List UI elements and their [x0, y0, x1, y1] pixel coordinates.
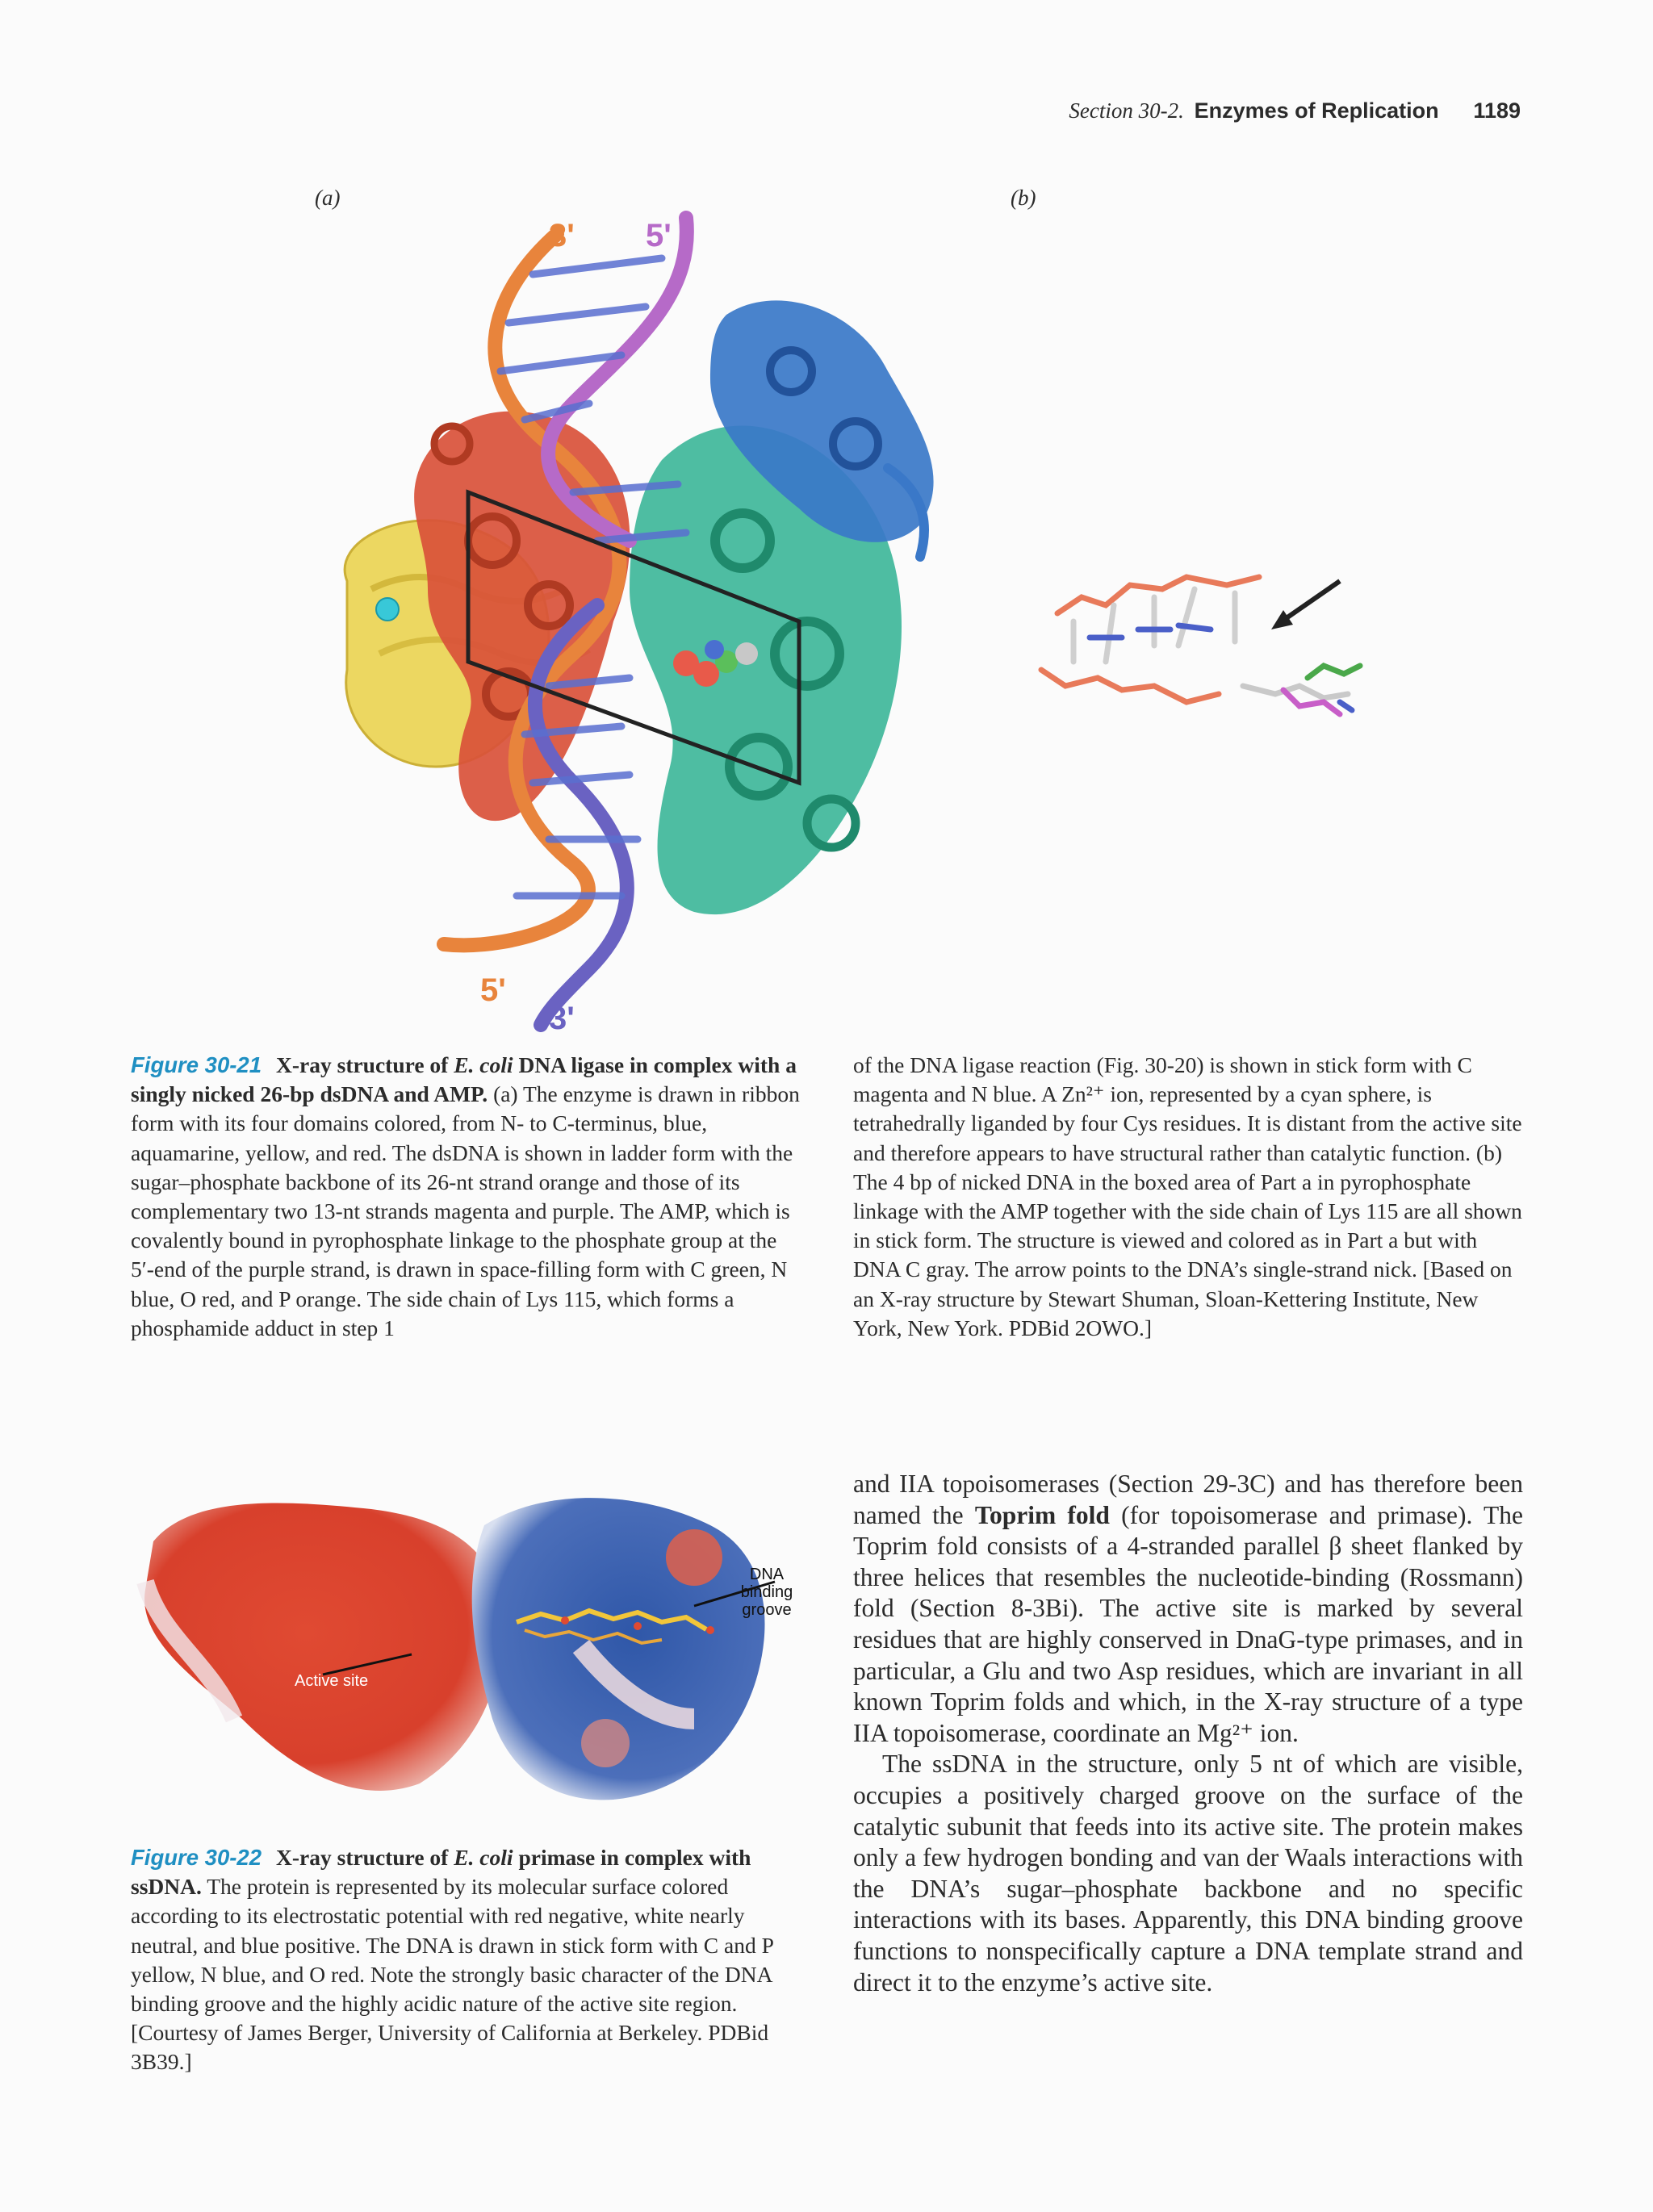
panel-b-label: (b)	[1011, 186, 1036, 210]
toprim-fold-term: Toprim fold	[974, 1500, 1110, 1529]
strand-label-bottom-5prime: 5'	[480, 972, 506, 1008]
figure-30-22-surface-image	[129, 1477, 807, 1816]
dna-binding-groove-annotation: DNA binding groove	[740, 1566, 793, 1619]
active-site-annotation: Active site	[295, 1672, 369, 1690]
page-number: 1189	[1473, 98, 1521, 123]
strand-label-top-3prime: 3'	[549, 218, 575, 253]
nick-arrow	[1279, 581, 1340, 623]
body-paragraph-2: The ssDNA in the structure, only 5 nt of which are visible, occupies a positively charged groove on the surface of the catalytic subunit that feeds into its active site. The protein makes only a few hydrogen bonding and van der Waals interactions with the DNA’s sugar–phosphate backbone and no specific interactions with its bases. Apparently, this DNA binding groove functions to nonspecifically capture a DNA template strand and direct it to the enzyme’s active site.	[853, 1750, 1523, 1997]
strand-label-bottom-3prime: 3'	[549, 1001, 575, 1036]
figure-30-21-label: Figure 30-21	[131, 1052, 262, 1077]
panel-a-label: (a)	[315, 186, 341, 210]
figure-30-22-label: Figure 30-22	[131, 1845, 262, 1870]
figure-30-21b-stick-model	[1001, 549, 1388, 759]
body-paragraph-1: and IIA topoisomerases (Section 29-3C) and has therefore been named the Toprim fold (for topoisomerase and primase). The Toprim fold consists of a 4-stranded parallel β sheet flanked by three helices that resembles the nucleotide-binding (Rossmann) fold (Section 8-3Bi). The active site is marked by several residues that are highly conserved in DnaG-type primases, and in particular, a Glu and two Asp residues, which are invariant in all known Toprim folds and which, in the X-ray structure of a type IIA topoisomerase, coordinate an Mg²⁺ ion.	[853, 1470, 1524, 1747]
running-head-title: Enzymes of Replication	[1194, 98, 1439, 123]
figure-30-22-caption: Figure 30-22 X-ray structure of E. coli primase in complex with ssDNA. The protein is represented by its molecular surface colored according to its electrostatic potential with red negative, white nearly neutral, and blue positive. The DNA is drawn in stick form with C and P yellow, N blue, and O red. Note the strongly basic character of the DNA binding groove and the highly acidic nature of the active site region. [Courtesy of James Berger, University of California at Berkeley. PDBid 3B39.]	[131, 1845, 773, 2075]
figure-30-21a-ribbon-structure	[307, 202, 1001, 1041]
strand-label-top-5prime: 5'	[646, 218, 672, 253]
running-head	[1069, 98, 1521, 123]
running-head-section: Section 30-2.	[1069, 98, 1184, 123]
body-text	[853, 1469, 1523, 1998]
figure-30-21-caption-col1: Figure 30-21 X-ray structure of E. coli DNA ligase in complex with a singly nicked 26-bp dsDNA and AMP. (a) The enzyme is drawn in ribbon form with its four domains colored, from N- to C-terminus, blue, aquamarine, yellow, and red. The dsDNA is shown in ladder form with the sugar–phosphate backbone of its 26-nt strand orange and those of its complementary two 13-nt strands magenta and purple. The AMP, which is covalently bound in pyrophosphate linkage to the phosphate group at the 5′-end of the purple strand, is drawn in space-filling form with C green, N blue, O red, and P orange. The side chain of Lys 115, which forms a phosphamide adduct in step 1	[131, 1052, 800, 1340]
figure-30-21-caption-col2: of the DNA ligase reaction (Fig. 30-20) is shown in stick form with C magenta and N blue. A Zn²⁺ ion, represented by a cyan sphere, is tetrahedrally liganded by four Cys residues. It is distant from the active site and therefore appears to have structural rather than catalytic function. (b) The 4 bp of nicked DNA in the boxed area of Part a in pyrophosphate linkage with the AMP together with the side chain of Lys 115 are all shown in stick form. The structure is viewed and colored as in Part a but with DNA C gray. The arrow points to the DNA’s single-strand nick. [Based on an X-ray structure by Stewart Shuman, Sloan-Kettering Institute, New York, New York. PDBid 2OWO.]	[853, 1052, 1522, 1340]
